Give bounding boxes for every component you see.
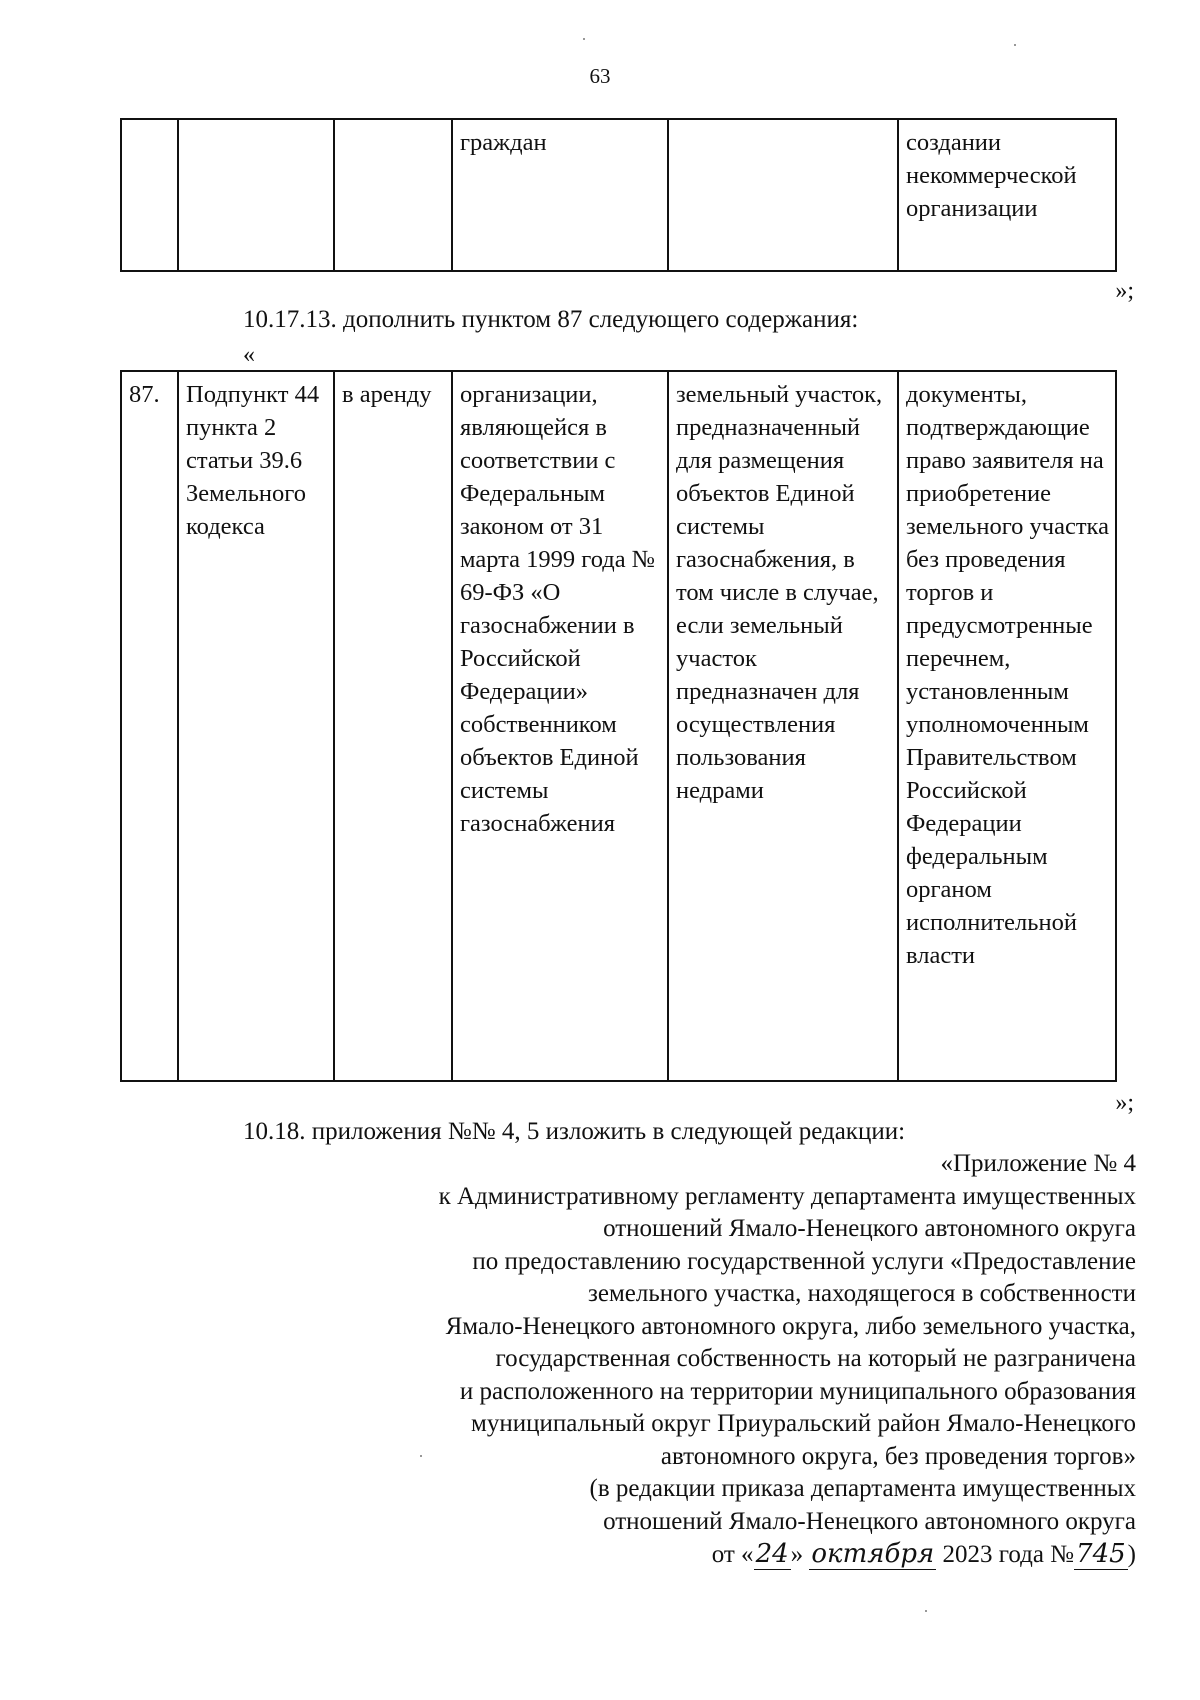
table-cell bbox=[178, 119, 334, 271]
appendix-line: муниципальный округ Приуральский район Ямало-Ненецкого bbox=[471, 1410, 1136, 1437]
table-cell bbox=[334, 119, 452, 271]
scan-speck bbox=[1014, 44, 1016, 46]
appendix-line: отношений Ямало-Ненецкого автономного округа bbox=[603, 1215, 1136, 1242]
scan-speck bbox=[583, 38, 585, 40]
appendix-line: (в редакции приказа департамента имущественных bbox=[589, 1475, 1136, 1502]
table-row-87 bbox=[120, 370, 1117, 1082]
appendix-header bbox=[236, 1148, 1136, 1572]
grant-type-cell: в аренду bbox=[334, 371, 452, 1081]
row-number-cell: 87. bbox=[121, 371, 178, 1081]
page-number: 63 bbox=[589, 64, 611, 88]
appendix-line: отношений Ямало-Ненецкого автономного округа bbox=[603, 1507, 1136, 1535]
appendix-line: земельного участка, находящегося в собственности bbox=[588, 1280, 1136, 1307]
documents-cell: документы, подтверждающие право заявителя на приобретение земельного участка без проведения торгов и предусмотренные перечнем, установленным уполномоченным Правительством Российской Федерации федеральным органом исполнительной власти bbox=[898, 371, 1116, 1081]
table-cell: граждан bbox=[452, 119, 668, 271]
scan-speck bbox=[925, 1610, 927, 1612]
appendix-line: автономного округа, без проведения торгов» bbox=[660, 1442, 1136, 1470]
order-date-line bbox=[236, 1538, 1136, 1572]
table-row bbox=[121, 371, 1116, 1081]
table-cell bbox=[121, 119, 178, 271]
closing-quote: »; bbox=[1115, 278, 1134, 304]
appendix-line: «Приложение № 4 bbox=[940, 1150, 1136, 1177]
appendix-line: и расположенного на территории муниципального образования bbox=[459, 1377, 1136, 1405]
closing-quote: »; bbox=[1115, 1090, 1134, 1116]
table-continuation bbox=[120, 118, 1117, 272]
date-mid: » bbox=[790, 1541, 810, 1568]
appendix-line: государственная собственность на который не разграничена bbox=[495, 1345, 1136, 1372]
appendix-line: Ямало-Ненецкого автономного округа, либо земельного участка, bbox=[445, 1312, 1136, 1340]
appendix-line: к Административному регламенту департамента имущественных bbox=[438, 1182, 1136, 1210]
applicant-cell: организации, являющейся в соответствии с Федеральным законом от 31 марта 1999 года № 69-ФЗ «О газоснабжении в Российской Федерации» собственником объектов Единой системы газоснабжения bbox=[452, 371, 668, 1081]
amendment-item-10-17-13: 10.17.13. дополнить пунктом 87 следующего содержания: bbox=[243, 306, 859, 333]
table-cell: создании некоммерческой организации bbox=[898, 119, 1116, 271]
handwritten-month: октября bbox=[811, 1539, 935, 1569]
land-plot-cell: земельный участок, предназначенный для размещения объектов Единой системы газоснабжения, в том числе в случае, если земельный участок предназначен для осуществления пользования недрами bbox=[668, 371, 898, 1081]
handwritten-day: 24 bbox=[755, 1539, 789, 1569]
scan-speck bbox=[420, 1455, 422, 1457]
date-year: 2023 года № bbox=[936, 1541, 1075, 1568]
amendment-item-10-18: 10.18. приложения №№ 4, 5 изложить в следующей редакции: bbox=[243, 1118, 906, 1145]
legal-basis-cell: Подпункт 44 пункта 2 статьи 39.6 Земельного кодекса bbox=[178, 371, 334, 1081]
table-cell bbox=[668, 119, 898, 271]
table-row bbox=[121, 119, 1116, 271]
date-suffix: ) bbox=[1127, 1541, 1136, 1568]
opening-quote: « bbox=[243, 342, 255, 368]
date-prefix: от « bbox=[711, 1541, 754, 1568]
appendix-line: по предоставлению государственной услуги «Предоставление bbox=[472, 1247, 1136, 1275]
handwritten-order-number: 745 bbox=[1076, 1539, 1126, 1569]
